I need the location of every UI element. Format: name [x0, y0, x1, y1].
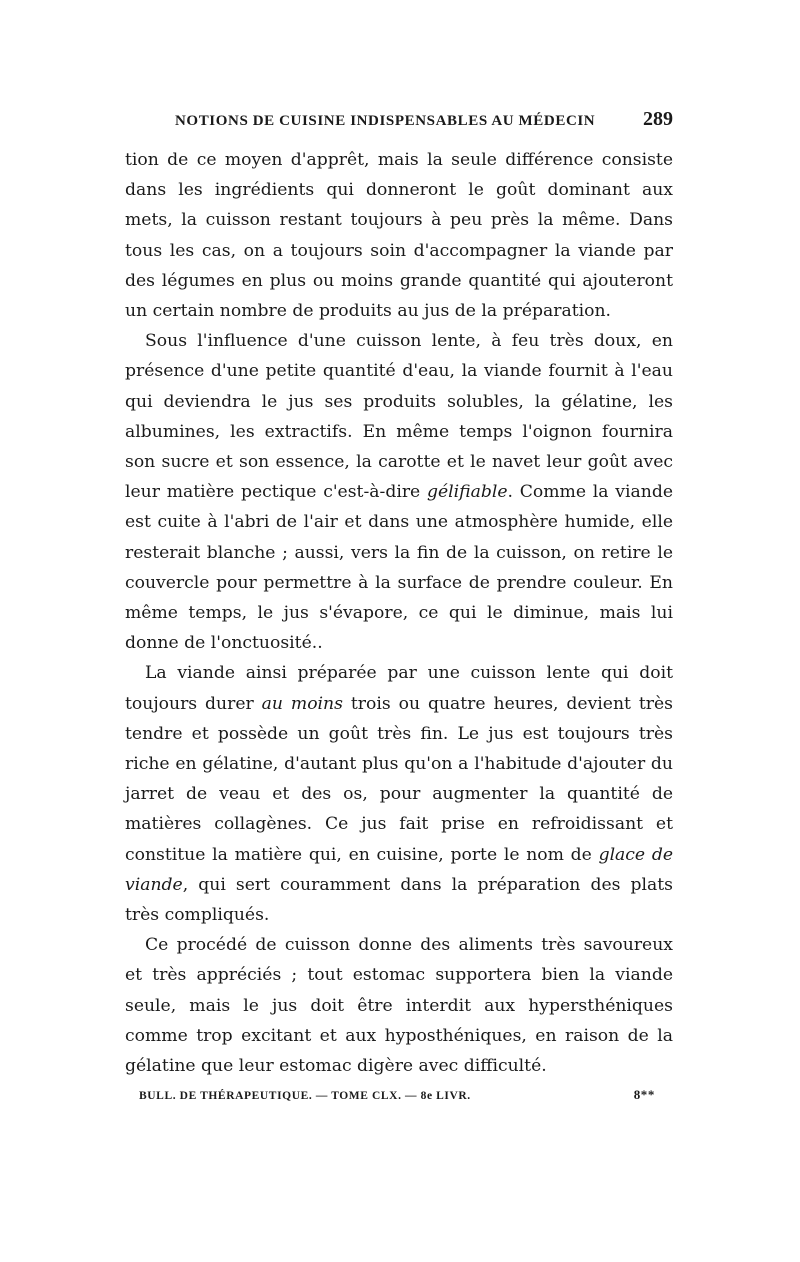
- paragraph-3-text-a: La viande ainsi préparée par une cuisson lente qui doit toujours durer: [125, 663, 673, 714]
- signature-text: BULL. DE THÉRAPEUTIQUE. — TOME CLX. — 8e LIVR.: [139, 1090, 471, 1103]
- paragraph-3: [125, 658, 673, 930]
- paragraph-3-italic-a: au moins: [261, 693, 343, 714]
- body-text: [125, 145, 673, 1081]
- running-head-title: NOTIONS DE CUISINE INDISPENSABLES AU MÉDECIN: [175, 113, 596, 129]
- paragraph-3-italic-b: glace de viande: [125, 844, 673, 895]
- paragraph-2-italic: gélifiable: [426, 482, 508, 503]
- paragraph-2-text-a: Sous l'influence d'une cuisson lente, à feu très doux, en présence d'une petite quantité d'eau, la viande fournit à l'eau qui deviendra le jus ses produits solubles, la gélatine, les albumines, les extractifs. En même temps l'oignon fournira son sucre et son essence, la carotte et le navet leur goût avec leur matière pectique c'est-à-dire: [125, 331, 673, 503]
- paragraph-2-text-b: . Comme la viande est cuite à l'abri de l'air et dans une atmosphère humide, elle resterait blanche ; aussi, vers la fin de la cuisson, on retire le couvercle pour permettre à la surface de prendre couleur. En même temps, le jus s'évapore, ce qui le diminue, mais lui donne de l'onctuosité..: [125, 482, 673, 654]
- paragraph-1: tion de ce moyen d'apprêt, mais la seule différence consiste dans les ingrédients qui donneront le goût dominant aux mets, la cuisson restant toujours à peu près la même. Dans tous les cas, on a toujours soin d'accompagner la viande par des légumes en plus ou moins grande quantité qui ajouteront un certain nombre de produits au jus de la préparation.: [125, 150, 673, 322]
- running-head: [175, 108, 673, 131]
- signature-line: [125, 1087, 673, 1103]
- book-page: [125, 108, 673, 1103]
- paragraph-3-text-b: trois ou quatre heures, devient très tendre et possède un goût très fin. Le jus est toujours très riche en gélatine, d'autant plus qu'on a l'habitude d'ajouter du jarret de veau et des os, pour augmenter la quantité de matières collagènes. Ce jus fait prise en refroidissant et constitue la matière qui, en cuisine, porte le nom de: [125, 693, 674, 865]
- paragraph-2: [125, 326, 673, 658]
- paragraph-3-text-c: , qui sert couramment dans la préparation des plats très compliqués.: [125, 874, 673, 926]
- paragraph-4: Ce procédé de cuisson donne des aliments très savoureux et très appréciés ; tout estomac supportera bien la viande seule, mais le jus doit être interdit aux hypersthéniques comme trop excitant et aux hyposthéniques, en raison de la gélatine que leur estomac digère avec difficulté.: [125, 935, 673, 1077]
- page-number: 289: [643, 108, 673, 130]
- signature-mark: 8**: [633, 1087, 655, 1103]
